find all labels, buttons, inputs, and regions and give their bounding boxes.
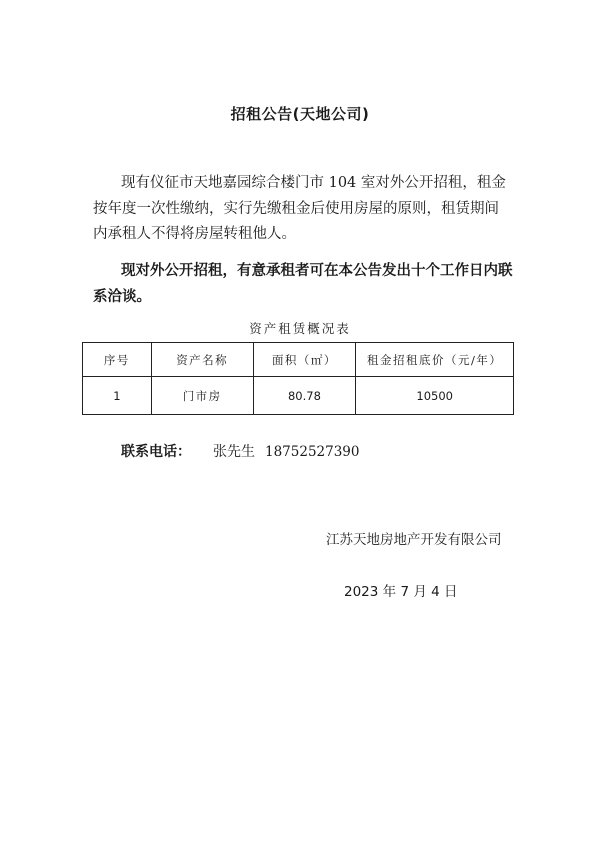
notice-paragraph-1: 现有仪征市天地嘉园综合楼门市 104 室对外公开招租，租金按年度一次性缴纳，实行先缴租金后使用房屋的原则，租赁期间内承租人不得将房屋转租他人。 (93, 175, 506, 242)
cell-reserve-rent: 10500 (356, 377, 514, 415)
contact-name: 张先生 (213, 444, 255, 460)
company-name: 江苏天地房地产开发有限公司 (326, 532, 502, 548)
cell-area: 80.78 (253, 377, 356, 415)
notice-date: 2023 年 7 月 4 日 (344, 584, 458, 600)
contact-phone: 18752527390 (265, 444, 360, 460)
notice-title: 招租公告(天地公司) (230, 105, 370, 123)
contact-label: 联系电话： (121, 444, 191, 460)
cell-serial-number: 1 (83, 377, 152, 415)
header-asset-name: 资产名称 (151, 343, 253, 377)
table-row (83, 377, 514, 415)
header-serial-number: 序号 (83, 343, 152, 377)
contact-line (121, 441, 359, 461)
table-caption: 资产租赁概况表 (249, 321, 351, 336)
header-area: 面积（㎡） (253, 343, 356, 377)
header-reserve-rent: 租金招租底价（元/年） (356, 343, 514, 377)
notice-paragraph-2: 现对外公开招租，有意承租者可在本公告发出十个工作日内联系洽谈。 (93, 263, 513, 305)
asset-lease-table (82, 342, 514, 415)
table-header-row (83, 343, 514, 377)
cell-asset-name: 门市房 (151, 377, 253, 415)
